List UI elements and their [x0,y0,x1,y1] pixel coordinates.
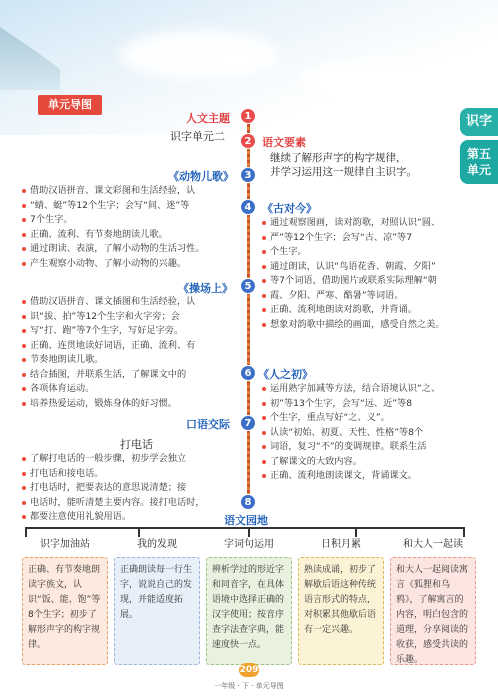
lesson-4-goals [262,216,482,332]
list-item: 霞、夕阳、严寒、酷暑”等词语。 [262,289,482,304]
list-item: 个生字。 [262,245,482,260]
list-item: 都要注意使用礼貌用语。 [22,510,242,525]
lesson-4-title: 《古对今》 [262,202,317,215]
garden-column-read-together [390,537,476,665]
list-item: 产生观察小动物、了解小动物的兴趣。 [22,257,242,272]
garden-column-body: 熟读成诵，初步了解歇后语这种传统语言形式的特点，对积累其他歇后语有一定兴趣。 [298,557,384,665]
garden-column-head: 日积月累 [321,539,361,550]
list-item: 7个生字。 [22,213,242,228]
bracket-drop [25,527,27,537]
theme-label: 人文主题 [186,112,230,125]
garden-column-body: 正确朗读每一行生字，说说自己的发现，并能适度拓展。 [114,557,200,665]
node-1: 1 [240,108,256,124]
list-item: 认读“初始、初夏、天性、性格”等8个 [262,426,482,441]
side-tab-unit-line2: 单元 [466,163,491,177]
list-item: 个生字，重点写好“之、义”。 [262,411,482,426]
bracket-drop [138,527,140,537]
garden-column-body: 辨析学过的形近字和同音字，在具体语境中选择正确的汉字使用；按音序查字法查字典，能速度快一点。 [206,557,292,665]
list-item: 借助汉语拼音、课文插图和生活经验，认 [22,295,242,310]
bracket-drop [355,527,357,537]
unit-map-title: 单元导图 [38,95,102,115]
list-item: 正确、流利地朗读课文，背诵课文。 [262,469,482,484]
list-item: 了解课文的大致内容。 [262,455,482,470]
list-item: 初”等13个生字，会写“远、近”等8 [262,397,482,412]
list-item: 节奏地朗读儿歌。 [22,353,242,368]
element-line2: 并学习运用这一规律自主识字。 [270,166,417,178]
garden-column-accumulate [298,537,384,665]
node-3: 3 [240,167,256,183]
lesson-6-title: 《人之初》 [258,368,313,381]
list-item: 想象对韵歌中描绘的画面，感受自然之美。 [262,318,482,333]
list-item: 打电话和接电话。 [22,467,242,482]
garden-column-words [206,537,292,665]
list-item: 培养热爱运动，锻炼身体的好习惯。 [22,397,242,412]
garden-column-body: 和大人一起阅读寓言《狐狸和乌鸦》，了解寓言的内容，明白包含的道理，分享阅读的收获，感受共读的乐趣。 [390,557,476,665]
list-item: 打电话时，把要表达的意思说清楚；接 [22,481,242,496]
lesson-5-title: 《操场上》 [178,282,233,295]
node-7: 7 [240,415,256,431]
theme-value: 识字单元二 [170,130,225,143]
list-item: 通过观察图画，读对韵歌，对照认识“圆、 [262,216,482,231]
garden-column-head: 识字加油站 [40,539,90,550]
garden-column-head: 字词句运用 [224,539,274,550]
lesson-5-goals [22,295,242,411]
cloud-decoration [300,60,420,100]
list-item: 各项体育运动。 [22,382,242,397]
lesson-7-goals [22,452,242,525]
list-item: 通过朗读、表演，了解小动物的生活习性。 [22,242,242,257]
garden-column-literacy [22,537,108,665]
lesson-8-title: 语文园地 [224,514,268,527]
list-item: 借助汉语拼音、课文彩图和生活经验，认 [22,184,242,199]
bracket-drop [463,527,465,537]
cloud-decoration [120,30,280,80]
element-label: 语文要素 [262,136,306,149]
element-line1: 继续了解形声字的构字规律， [270,152,407,164]
page-footer: 一年级 · 下 · 单元导图 [214,682,284,690]
list-item: 正确、连贯地读好词语，正确、流利、有 [22,339,242,354]
lesson-7-subtitle: 打电话 [120,438,153,451]
list-item: 通过朗读，认识“鸟语花香、朝霞、夕阳” [262,260,482,275]
side-tab-literacy[interactable]: 识字 [460,108,498,136]
list-item: 词语，复习“不”的变调规律。联系生活 [262,440,482,455]
list-item: 正确、流利、有节奏地朗读儿歌。 [22,228,242,243]
lesson-6-goals [262,382,482,484]
node-5: 5 [240,278,256,294]
node-4: 4 [240,199,256,215]
garden-column-discovery [114,537,200,665]
garden-column-head: 和大人一起读 [403,539,463,550]
side-tab-unit-line1: 第五 [466,147,491,161]
garden-bracket [25,527,465,529]
list-item: 电话时，能听清楚主要内容。接打电话时， [22,496,242,511]
garden-column-body: 正确、有节奏地朗读字族文，认识“饭、能、饱”等8个生字；初步了解形声字的构字规律。 [22,557,108,665]
list-item: 严”等12个生字；会写“古、凉”等7 [262,231,482,246]
list-item: 识“拔、拍”等12个生字和火字旁；会 [22,310,242,325]
side-tab-unit[interactable] [460,140,498,184]
node-2: 2 [240,133,256,149]
list-item: 写“打、跑”等7个生字，写好足字旁。 [22,324,242,339]
list-item: 正确、流利地朗读对韵歌，并背诵。 [262,303,482,318]
node-8: 8 [240,494,256,510]
list-item: 运用熟字加减等方法，结合语境认识“之、 [262,382,482,397]
list-item: 等7个词语，借助图片或联系实际理解“朝 [262,274,482,289]
list-item: 结合插图，并联系生活，了解课文中的 [22,368,242,383]
list-item: 了解打电话的一般步骤，初步学会独立 [22,452,242,467]
list-item: “蜻、蜓”等12个生字；会写“间、迷”等 [22,199,242,214]
node-6: 6 [240,365,256,381]
lesson-7-title: 口语交际 [186,418,230,431]
lesson-3-title: 《动物儿歌》 [168,170,234,183]
bracket-drop [248,527,250,537]
lesson-3-goals [22,184,242,271]
garden-column-head: 我的发现 [137,539,177,550]
page-number: 209 [239,665,259,675]
